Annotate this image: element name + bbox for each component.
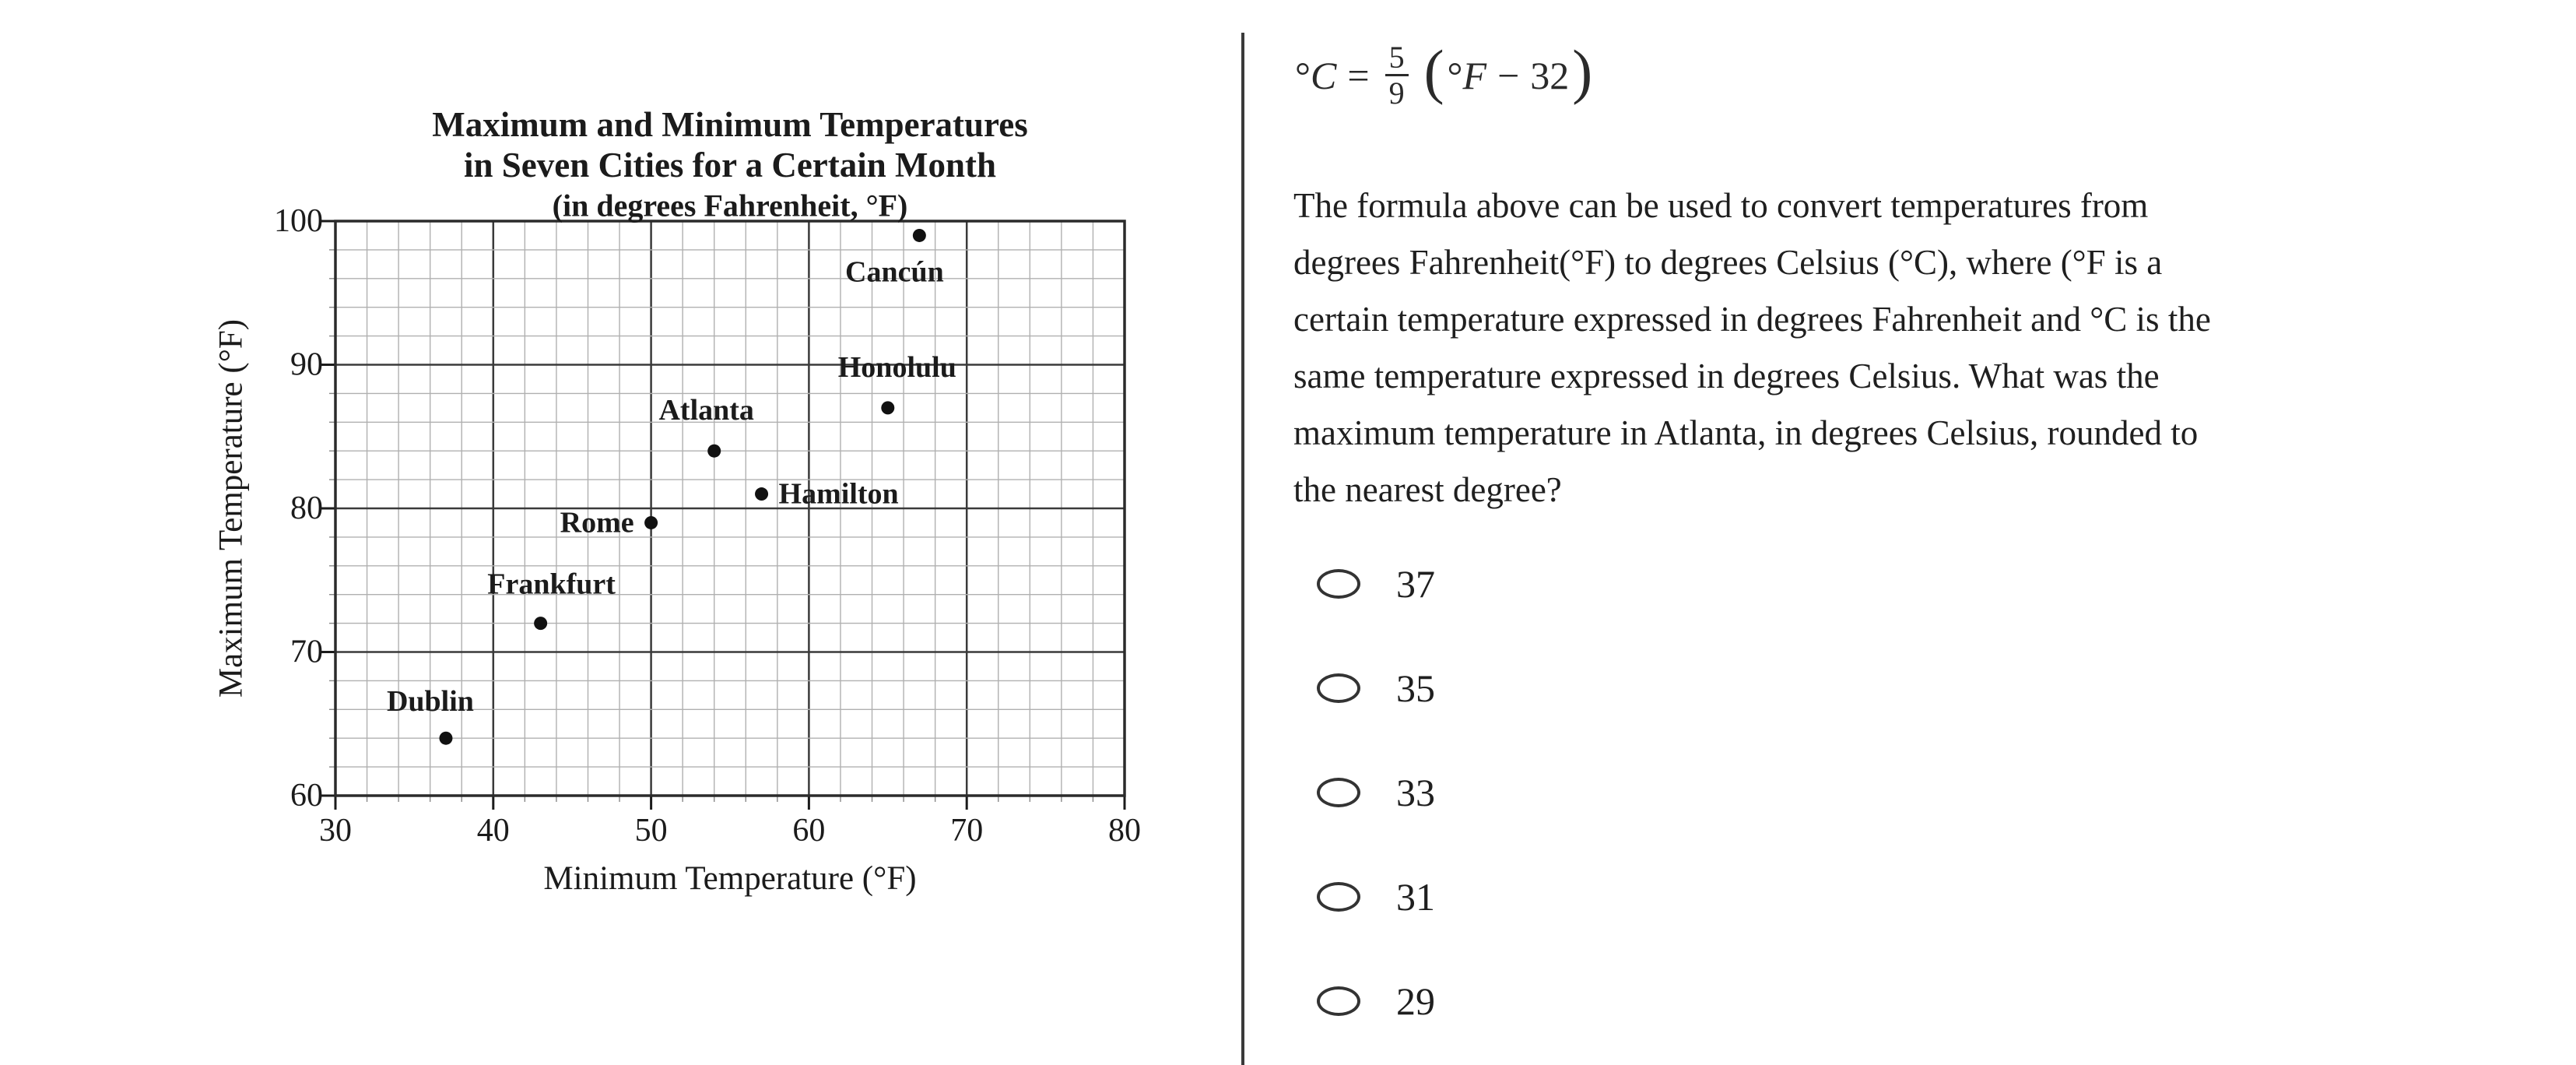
open-paren: ( <box>1423 37 1444 105</box>
chart-title-line: Maximum and Minimum Temperatures <box>432 105 1028 144</box>
question-line: The formula above can be used to convert temperatures from <box>1293 186 2149 225</box>
city-label: Frankfurt <box>487 568 616 601</box>
x-tick-label: 80 <box>1108 813 1141 849</box>
panel-divider <box>1241 33 1244 1065</box>
question-line: same temperature expressed in degrees Celsius. What was the <box>1293 357 2160 395</box>
choice-row-a[interactable] <box>1317 559 1435 609</box>
x-axis-title: Minimum Temperature (°F) <box>543 860 917 897</box>
radio-button[interactable] <box>1317 673 1360 703</box>
choice-row-c[interactable] <box>1317 768 1435 817</box>
question-line: the nearest degree? <box>1293 470 1562 509</box>
question-text <box>1293 178 2211 518</box>
question-line: degrees Fahrenheit(°F) to degrees Celsius (°C), where (°F is a <box>1293 243 2163 282</box>
fraction-denominator: 9 <box>1385 74 1409 110</box>
formula-celsius-var: C <box>1311 53 1337 97</box>
formula-fraction <box>1385 40 1409 110</box>
chart-title-line: in Seven Cities for a Certain Month <box>463 146 997 185</box>
choice-label[interactable]: 33 <box>1396 771 1435 814</box>
x-tick-label: 40 <box>476 813 510 849</box>
formula-degree-symbol-f: ° <box>1447 53 1463 97</box>
city-label: Honolulu <box>837 350 956 384</box>
data-point <box>644 516 658 529</box>
question-line: certain temperature expressed in degrees Fahrenheit and °C is the <box>1293 300 2211 339</box>
radio-button[interactable] <box>1317 986 1360 1016</box>
fraction-numerator: 5 <box>1388 40 1405 75</box>
choice-label[interactable]: 37 <box>1396 562 1435 606</box>
temperature-scatter-chart <box>0 0 1243 1065</box>
city-label: Rome <box>560 506 634 540</box>
choice-label[interactable]: 29 <box>1396 979 1435 1023</box>
city-label: Dublin <box>386 685 474 719</box>
radio-button[interactable] <box>1317 882 1360 912</box>
city-label: Cancún <box>845 255 944 289</box>
formula-equals: = <box>1347 53 1370 97</box>
formula-fahrenheit-var: F <box>1462 53 1487 97</box>
x-tick-label: 50 <box>634 813 668 849</box>
y-tick-label: 80 <box>290 490 323 526</box>
y-axis-title: Maximum Temperature (°F) <box>212 318 250 698</box>
choice-label[interactable]: 31 <box>1396 875 1435 919</box>
x-tick-label: 30 <box>319 813 352 849</box>
y-tick-label: 70 <box>290 634 323 670</box>
conversion-formula <box>1295 37 1593 111</box>
choice-row-b[interactable] <box>1317 663 1435 713</box>
data-point <box>534 617 547 630</box>
close-paren: ) <box>1572 37 1593 105</box>
chart-title-line: (in degrees Fahrenheit, °F) <box>552 188 908 223</box>
choice-row-e[interactable] <box>1317 976 1435 1026</box>
question-line: maximum temperature in Atlanta, in degrees Celsius, rounded to <box>1293 413 2199 452</box>
data-point <box>881 401 894 414</box>
data-point <box>913 229 926 242</box>
city-label: Hamilton <box>778 477 899 511</box>
x-tick-label: 60 <box>792 813 826 849</box>
data-point <box>755 487 768 501</box>
data-point <box>707 445 721 458</box>
data-point <box>439 732 452 745</box>
x-tick-label: 70 <box>950 813 984 849</box>
formula-minus: − <box>1497 53 1520 97</box>
formula-constant: 32 <box>1530 53 1570 97</box>
y-tick-label: 100 <box>274 203 323 239</box>
radio-button[interactable] <box>1317 569 1360 599</box>
city-label: Atlanta <box>658 394 754 427</box>
chart-panel <box>0 0 1243 1065</box>
choice-label[interactable]: 35 <box>1396 666 1435 710</box>
y-tick-label: 60 <box>290 778 323 814</box>
y-tick-label: 90 <box>290 346 323 383</box>
radio-button[interactable] <box>1317 778 1360 807</box>
formula-degree-symbol: ° <box>1295 53 1311 97</box>
choice-row-d[interactable] <box>1317 872 1435 922</box>
